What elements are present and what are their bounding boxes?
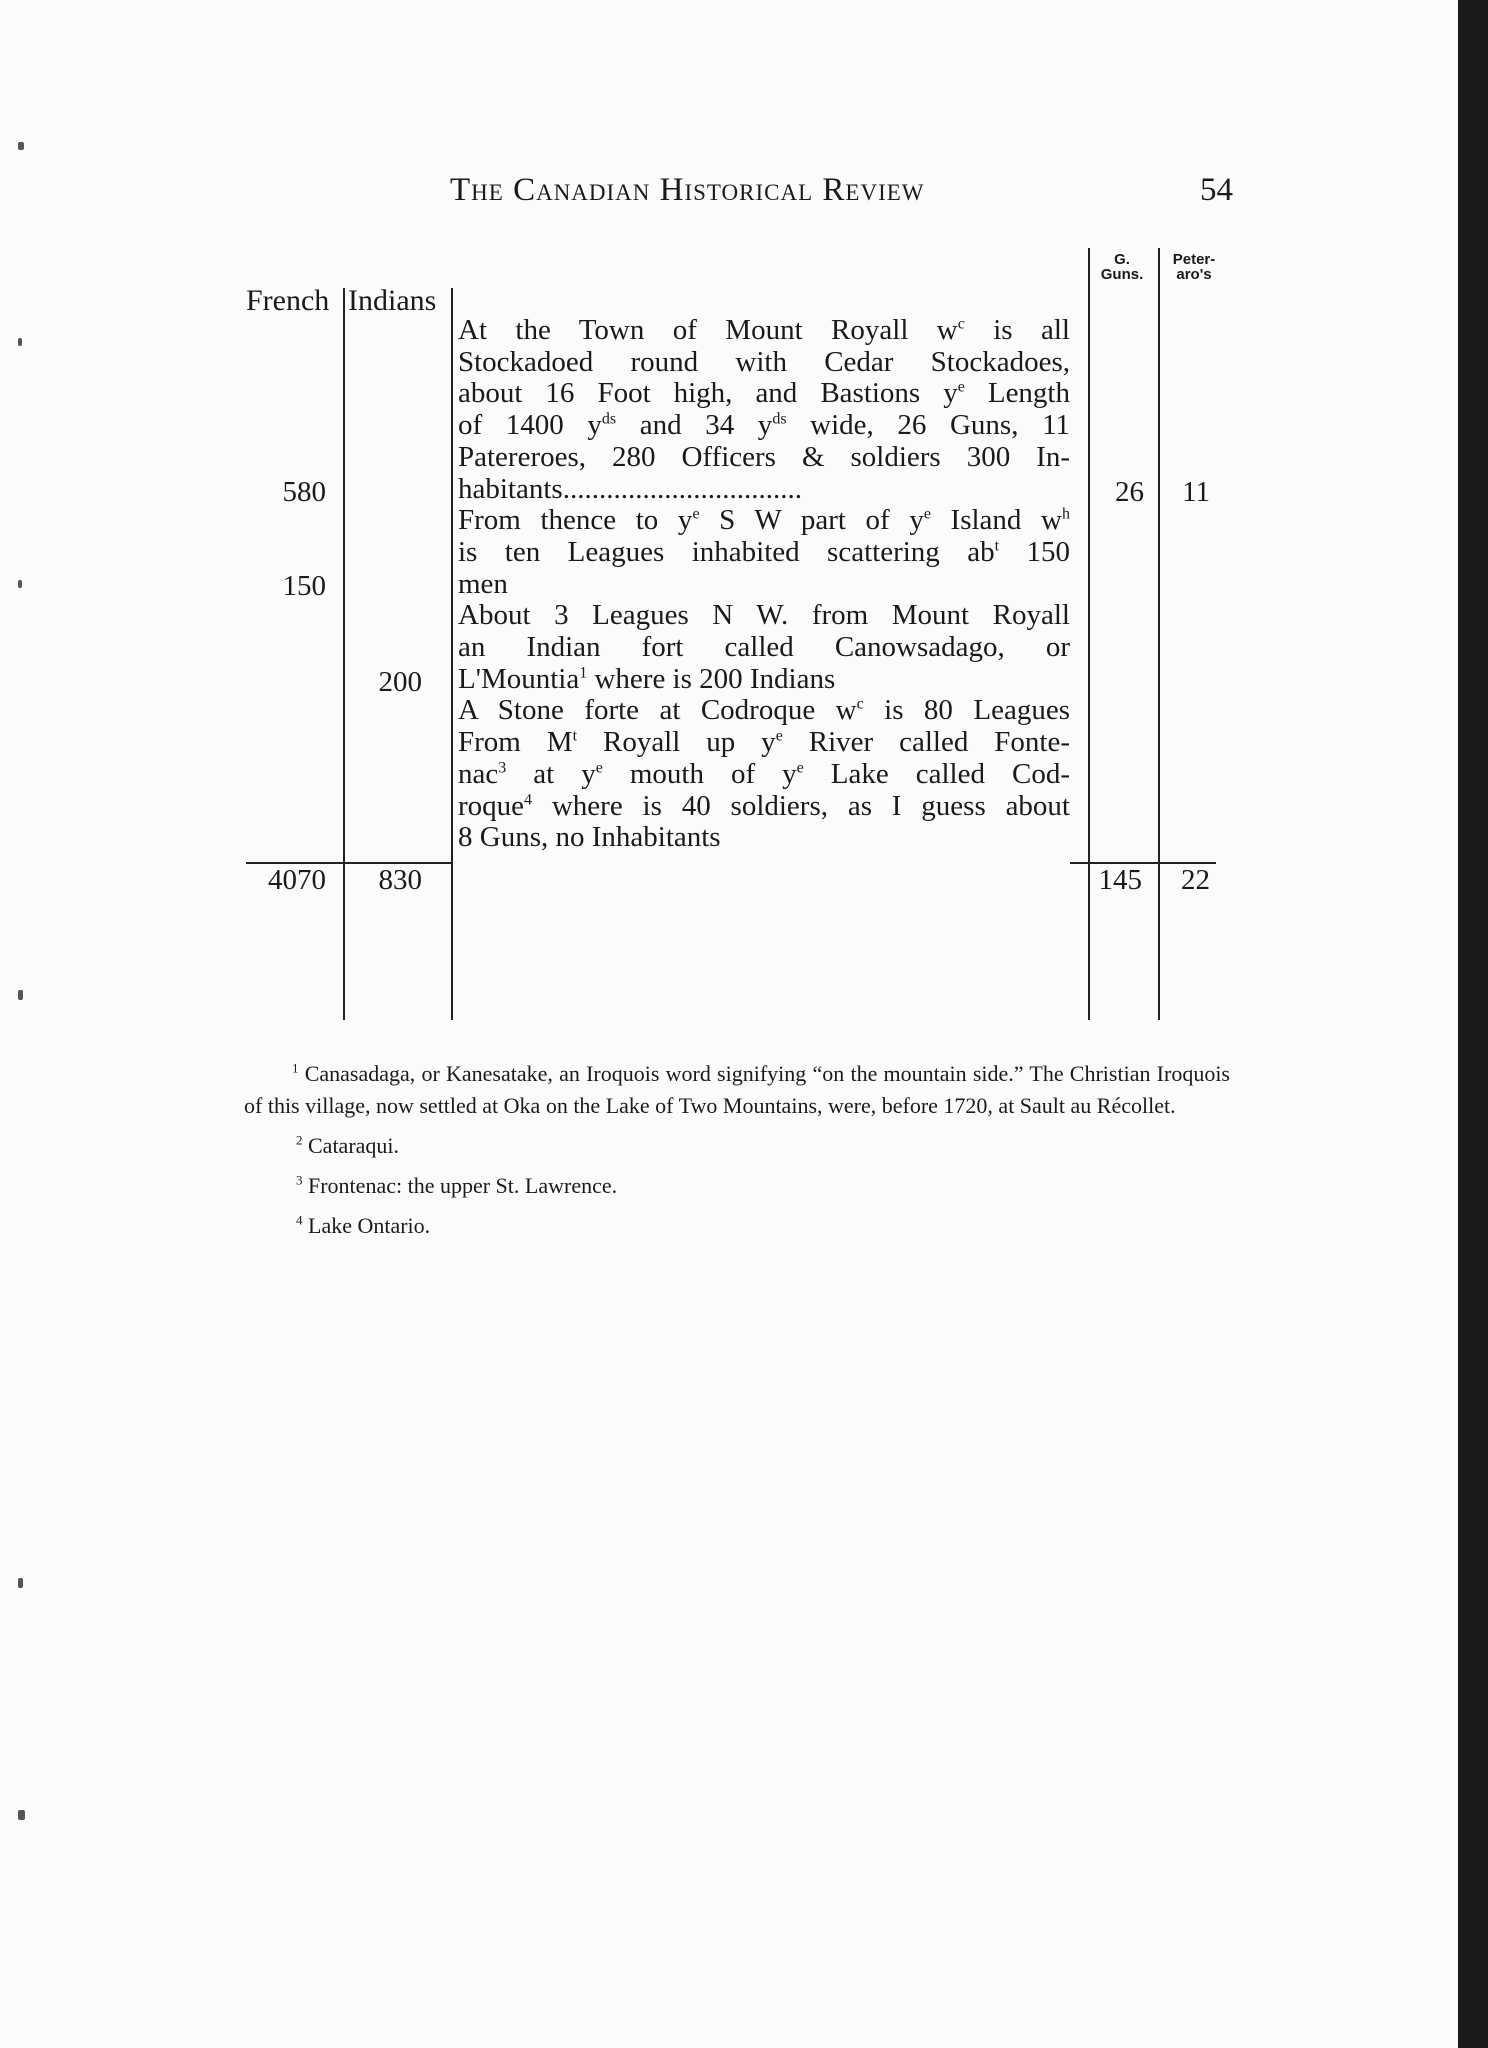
body-line: About 3 Leagues N W. from Mount Royall <box>458 599 1070 632</box>
body-line: 8 Guns, no Inhabitants <box>458 821 721 854</box>
running-title: The Canadian Historical Review <box>450 172 925 208</box>
column-header-petereroes-line2: aro's <box>1176 266 1212 283</box>
footnote-4: $^4$ Lake Ontario. <box>296 1212 431 1238</box>
entries-description <box>458 315 1070 854</box>
body-line: From $M^t$ Royall up $y^e$ River called Fonte- <box>458 726 1070 759</box>
column-rule <box>343 288 345 1020</box>
body-line: habitants................................. <box>458 472 802 505</box>
body-line: of 1400 $y^{ds}$ and 34 $y^{ds}$ wide, 26 Guns, 11 <box>458 409 1070 442</box>
scan-edge-mark <box>18 142 24 150</box>
guns-total: 145 <box>1098 864 1142 896</box>
scan-edge-mark <box>18 990 23 1000</box>
footnotes <box>244 1058 1230 1250</box>
scan-edge-mark <box>18 1578 23 1588</box>
indians-value: 200 <box>378 666 422 698</box>
body-line: Patereroes, 280 Officers & soldiers 300 In- <box>458 440 1070 473</box>
column-rule <box>1088 248 1090 1020</box>
body-line: Stockadoed round with Cedar Stockadoes, <box>458 345 1070 378</box>
footnote-3: $^3$ Frontenac: the upper St. Lawrence. <box>296 1172 618 1198</box>
scan-edge-mark <box>18 580 22 588</box>
column-header-petereroes-line1: Peter- <box>1172 251 1216 268</box>
column-header-guns <box>1090 252 1154 282</box>
column-header-french: French <box>246 284 330 317</box>
column-rule <box>1158 248 1160 1020</box>
guns-value: 26 <box>1115 476 1144 508</box>
column-rule <box>451 288 453 1020</box>
column-header-petereroes <box>1162 252 1226 282</box>
french-value: 150 <box>282 570 326 602</box>
column-header-indians: Indians <box>348 284 437 317</box>
indians-total: 830 <box>378 864 422 896</box>
body-line: about 16 Foot high, and Bastions $y^e$ Length <box>458 377 1070 410</box>
petereroes-value: 11 <box>1182 476 1210 508</box>
footnote-1: $^1$ Canasadaga, or Kanesatake, an Iroquois word signifying “on the mountain side.” The Christian Iroquois of this village, now settled at Oka on the Lake of Two Mountains, were, before 1720, at Sault au Récollet. <box>244 1060 1230 1118</box>
body-line: nac$^3$ at $y^e$ mouth of $y^e$ Lake called Cod- <box>458 757 1070 790</box>
body-line: is ten Leagues inhabited scattering $ab^t$ 150 <box>458 535 1071 568</box>
body-line: From thence to $y^e$ S W part of $y^e$ Island $w^h$ <box>458 504 1070 537</box>
body-line: roque$^4$ where is 40 soldiers, as I guess about <box>458 789 1070 822</box>
french-total: 4070 <box>268 864 326 896</box>
footnote-2: $^2$ Cataraqui. <box>296 1132 400 1158</box>
column-header-guns-line1: G. <box>1114 251 1130 268</box>
body-line: men <box>458 567 508 600</box>
scan-edge-mark <box>18 338 22 346</box>
body-line: an Indian fort called Canowsadago, or <box>458 631 1070 664</box>
body-line: L'Mountia$^1$ where is 200 Indians <box>458 662 836 695</box>
body-line: At the Town of Mount Royall $w^c$ is all <box>458 314 1070 346</box>
french-value: 580 <box>282 476 326 508</box>
scan-edge-mark <box>18 1810 25 1820</box>
column-header-guns-line2: Guns. <box>1100 266 1144 283</box>
page-number: 54 <box>1200 172 1233 208</box>
petereroes-total: 22 <box>1181 864 1210 896</box>
body-line: A Stone forte at Codroque $w^c$ is 80 Leagues <box>458 694 1070 727</box>
